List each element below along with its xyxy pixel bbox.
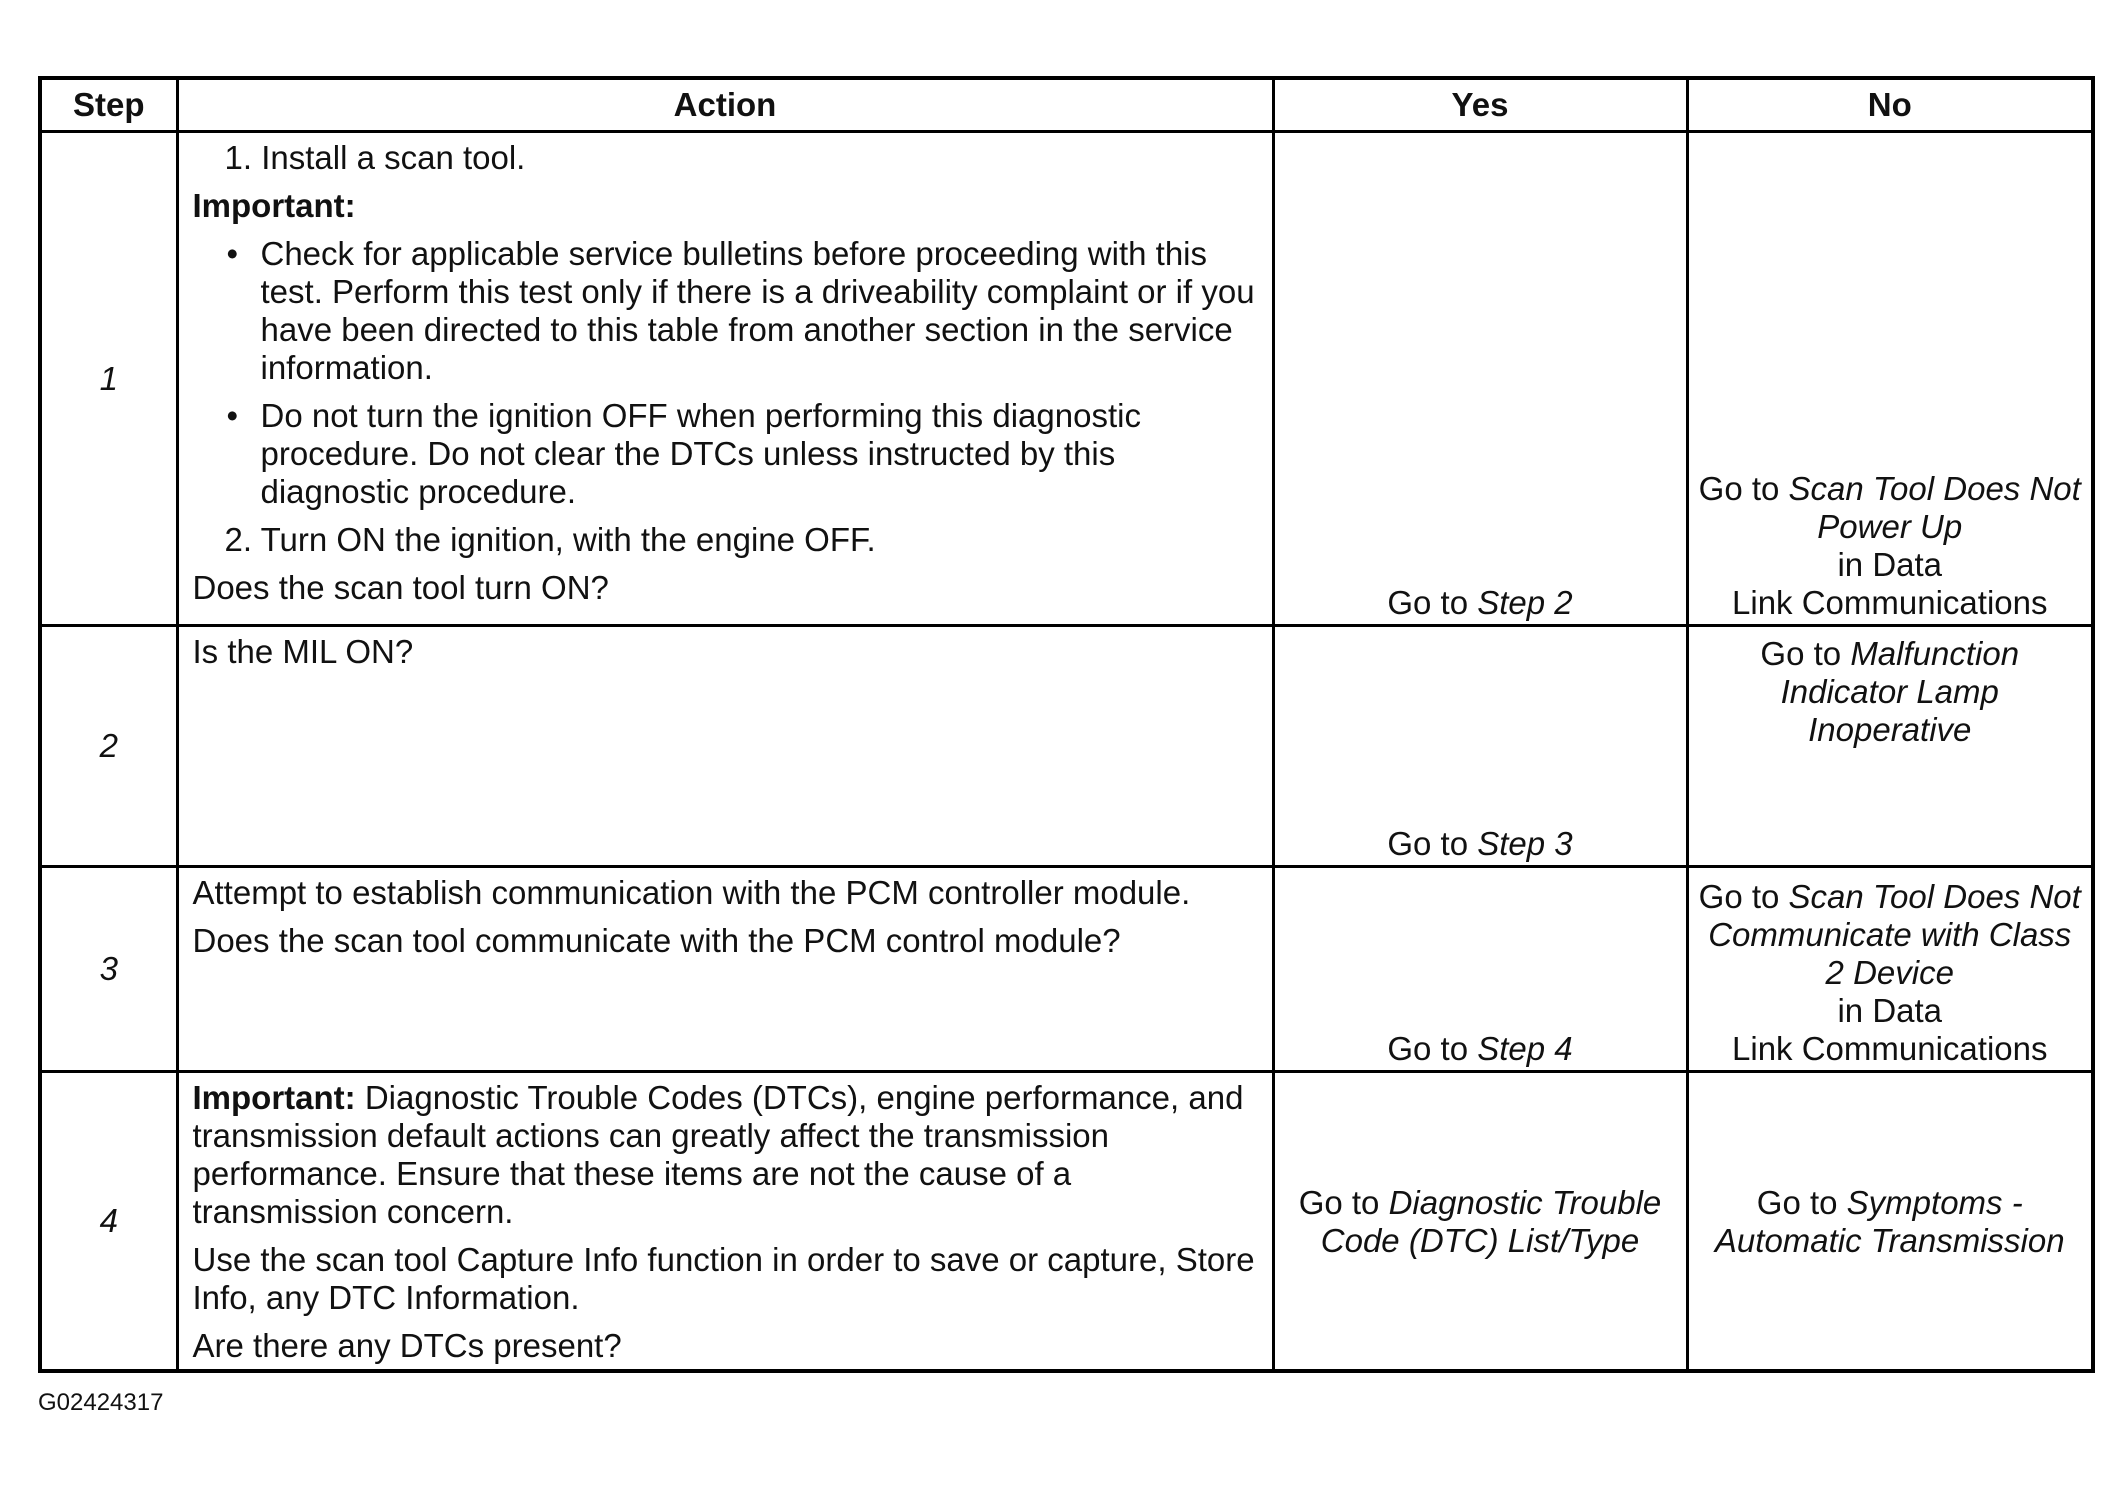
- header-yes: Yes: [1273, 78, 1687, 132]
- header-step: Step: [40, 78, 177, 132]
- action-text: Use the scan tool Capture Info function in order to save or capture, Store Info, any DTC Information.: [192, 1241, 1255, 1316]
- action-text: Attempt to establish communication with the PCM controller module.: [192, 874, 1191, 911]
- no-suffix: in Data: [1837, 546, 1943, 583]
- header-row: [40, 78, 2093, 132]
- no-prefix: Go to: [1698, 470, 1789, 507]
- yes-cell: [1273, 867, 1687, 1072]
- yes-prefix: Go to: [1387, 584, 1478, 621]
- no-prefix: Go to: [1760, 635, 1851, 672]
- important-note: [193, 1079, 1258, 1231]
- no-prefix: Go to: [1698, 878, 1789, 915]
- bullet-item: • Do not turn the ignition OFF when performing this diagnostic procedure. Do not clear the DTCs unless instructed by this diagnostic procedure.: [193, 397, 1258, 511]
- action-step-item: 1. Install a scan tool.: [224, 139, 526, 176]
- header-action: Action: [177, 78, 1273, 132]
- bullet-item: • Check for applicable service bulletins before proceeding with this test. Perform this test only if there is a driveability complaint or if you have been directed to this table from another section in the service information.: [193, 235, 1258, 387]
- action-step-item: 2. Turn ON the ignition, with the engine OFF.: [224, 521, 876, 558]
- no-suffix: Link Communications: [1732, 1030, 2048, 1067]
- step-number: 1: [40, 132, 177, 626]
- action-question: Does the scan tool turn ON?: [192, 569, 609, 606]
- step-number: 2: [40, 626, 177, 867]
- yes-cell: [1273, 1072, 1687, 1372]
- no-cell: [1687, 867, 2093, 1072]
- figure-id: G02424317: [38, 1389, 164, 1416]
- no-cell: [1687, 626, 2093, 867]
- yes-link[interactable]: Step 3: [1477, 825, 1573, 862]
- yes-link[interactable]: Step 4: [1477, 1030, 1573, 1067]
- yes-link[interactable]: Diagnostic Trouble Code (DTC) List/Type: [1320, 1184, 1662, 1259]
- table-row: [40, 132, 2093, 626]
- important-label: Important:: [192, 1079, 356, 1116]
- no-cell: [1687, 132, 2093, 626]
- no-prefix: Go to: [1756, 1184, 1847, 1221]
- action-cell: [177, 1072, 1273, 1372]
- no-cell: [1687, 1072, 2093, 1372]
- table-row: [40, 867, 2093, 1072]
- action-cell: [177, 626, 1273, 867]
- action-question: Does the scan tool communicate with the PCM control module?: [192, 922, 1121, 959]
- action-question: Are there any DTCs present?: [192, 1327, 622, 1364]
- step-number: 4: [40, 1072, 177, 1372]
- no-suffix: Link Communications: [1732, 584, 2048, 621]
- yes-prefix: Go to: [1298, 1184, 1389, 1221]
- no-link[interactable]: Symptoms - Automatic Transmission: [1714, 1184, 2065, 1259]
- no-link[interactable]: Malfunction Indicator Lamp Inoperative: [1780, 635, 2020, 748]
- important-text: Diagnostic Trouble Codes (DTCs), engine performance, and transmission default actions can greatly affect the transmission performance. Ensure that these items are not the cause of a transmission concern.: [192, 1079, 1244, 1230]
- no-suffix: in Data: [1837, 992, 1943, 1029]
- action-cell: [177, 132, 1273, 626]
- action-cell: [177, 867, 1273, 1072]
- yes-link[interactable]: Step 2: [1477, 584, 1573, 621]
- table-row: [40, 626, 2093, 867]
- no-link[interactable]: Scan Tool Does Not Power Up: [1788, 470, 2081, 545]
- yes-cell: [1273, 626, 1687, 867]
- yes-prefix: Go to: [1387, 1030, 1478, 1067]
- step-number: 3: [40, 867, 177, 1072]
- yes-prefix: Go to: [1387, 825, 1478, 862]
- yes-cell: [1273, 132, 1687, 626]
- action-question: Is the MIL ON?: [192, 633, 414, 670]
- diagnostic-table: [38, 76, 2095, 1373]
- header-no: No: [1687, 78, 2093, 132]
- important-label: Important:: [192, 187, 356, 224]
- table-row: [40, 1072, 2093, 1372]
- no-link[interactable]: Scan Tool Does Not Communicate with Class 2 Device: [1708, 878, 2081, 991]
